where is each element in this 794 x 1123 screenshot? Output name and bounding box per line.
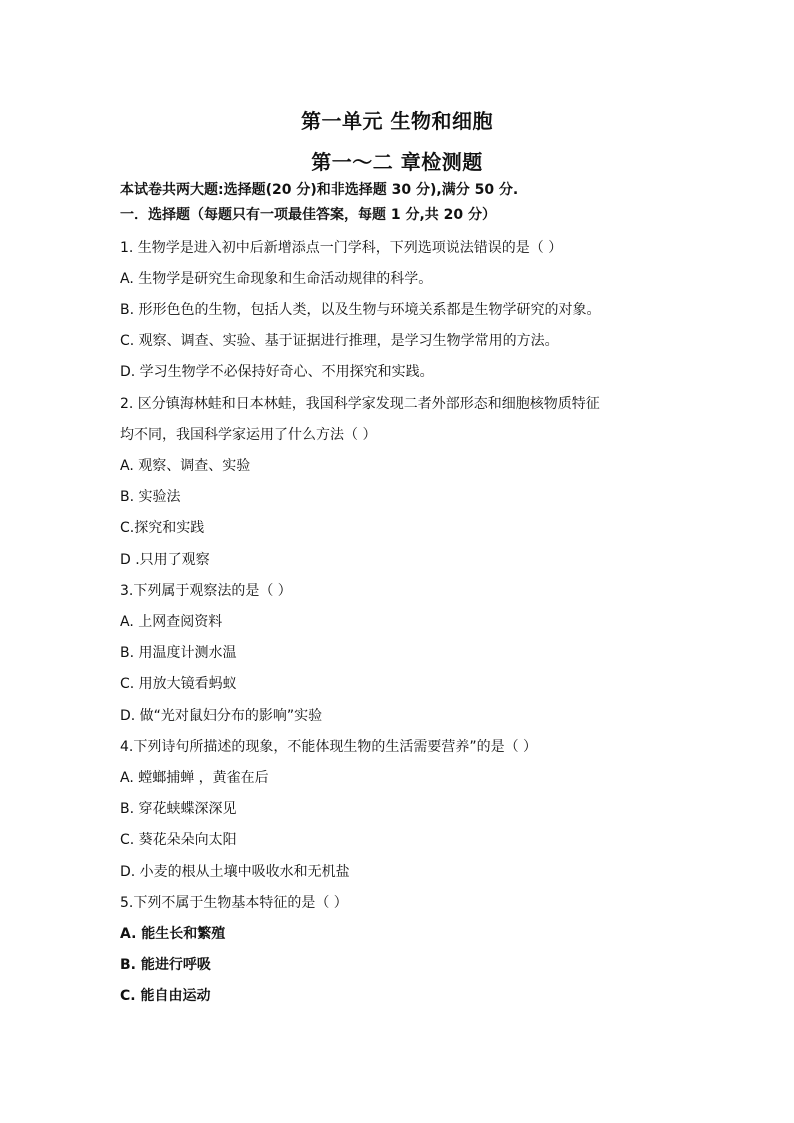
question-5-option-b: B. 能进行呼吸 bbox=[120, 957, 211, 973]
question-2-option-c: C.探究和实践 bbox=[120, 520, 205, 536]
question-5-stem: 5.下列不属于生物基本特征的是（ ） bbox=[120, 895, 348, 911]
question-4-option-d: D. 小麦的根从土壤中吸收水和无机盐 bbox=[120, 864, 350, 880]
question-4-option-a: A. 螳螂捕蝉 ，黄雀在后 bbox=[120, 770, 269, 786]
section-heading: 一．选择题（每题只有一项最佳答案，每题 1 分,共 20 分） bbox=[120, 207, 497, 223]
question-2-stem-line-1: 2. 区分镇海林蛙和日本林蛙，我国科学家发现二者外部形态和细胞核物质特征 bbox=[120, 396, 600, 412]
exam-intro: 本试卷共两大题:选择题(20 分)和非选择题 30 分),满分 50 分. bbox=[120, 182, 519, 198]
question-4-option-c: C. 葵花朵朵向太阳 bbox=[120, 832, 237, 848]
question-4-option-b: B. 穿花蛱蝶深深见 bbox=[120, 801, 237, 817]
question-2-option-a: A. 观察、调查、实验 bbox=[120, 458, 251, 474]
question-2-option-d: D .只用了观察 bbox=[120, 552, 210, 568]
question-1-stem: 1. 生物学是进入初中后新增添点一门学科，下列选项说法错误的是（ ） bbox=[120, 240, 563, 256]
question-3-option-a: A. 上网查阅资料 bbox=[120, 614, 223, 630]
question-5-option-a: A. 能生长和繁殖 bbox=[120, 926, 226, 942]
question-4-stem: 4.下列诗句所描述的现象，不能体现生物的生活需要营养”的是（ ） bbox=[120, 739, 538, 755]
question-2-stem-line-2: 均不同，我国科学家运用了什么方法（ ） bbox=[120, 427, 377, 443]
question-3-option-b: B. 用温度计测水温 bbox=[120, 645, 237, 661]
page-title: 第一单元 生物和细胞 bbox=[301, 109, 493, 133]
question-5-option-c: C. 能自由运动 bbox=[120, 988, 211, 1004]
question-1-option-d: D. 学习生物学不必保持好奇心、不用探究和实践。 bbox=[120, 364, 434, 380]
question-1-option-a: A. 生物学是研究生命现象和生命活动规律的科学。 bbox=[120, 271, 433, 287]
question-3-stem: 3.下列属于观察法的是（ ） bbox=[120, 583, 292, 599]
question-2-option-b: B. 实验法 bbox=[120, 489, 181, 505]
question-1-option-c: C. 观察、调查、实验、基于证据进行推理，是学习生物学常用的方法。 bbox=[120, 333, 559, 349]
question-3-option-c: C. 用放大镜看蚂蚁 bbox=[120, 676, 237, 692]
question-3-option-d: D. 做“光对鼠妇分布的影响”实验 bbox=[120, 708, 323, 724]
page-subtitle: 第一～二 章检测题 bbox=[311, 150, 483, 174]
question-1-option-b: B. 形形色色的生物，包括人类，以及生物与环境关系都是生物学研究的对象。 bbox=[120, 302, 601, 318]
